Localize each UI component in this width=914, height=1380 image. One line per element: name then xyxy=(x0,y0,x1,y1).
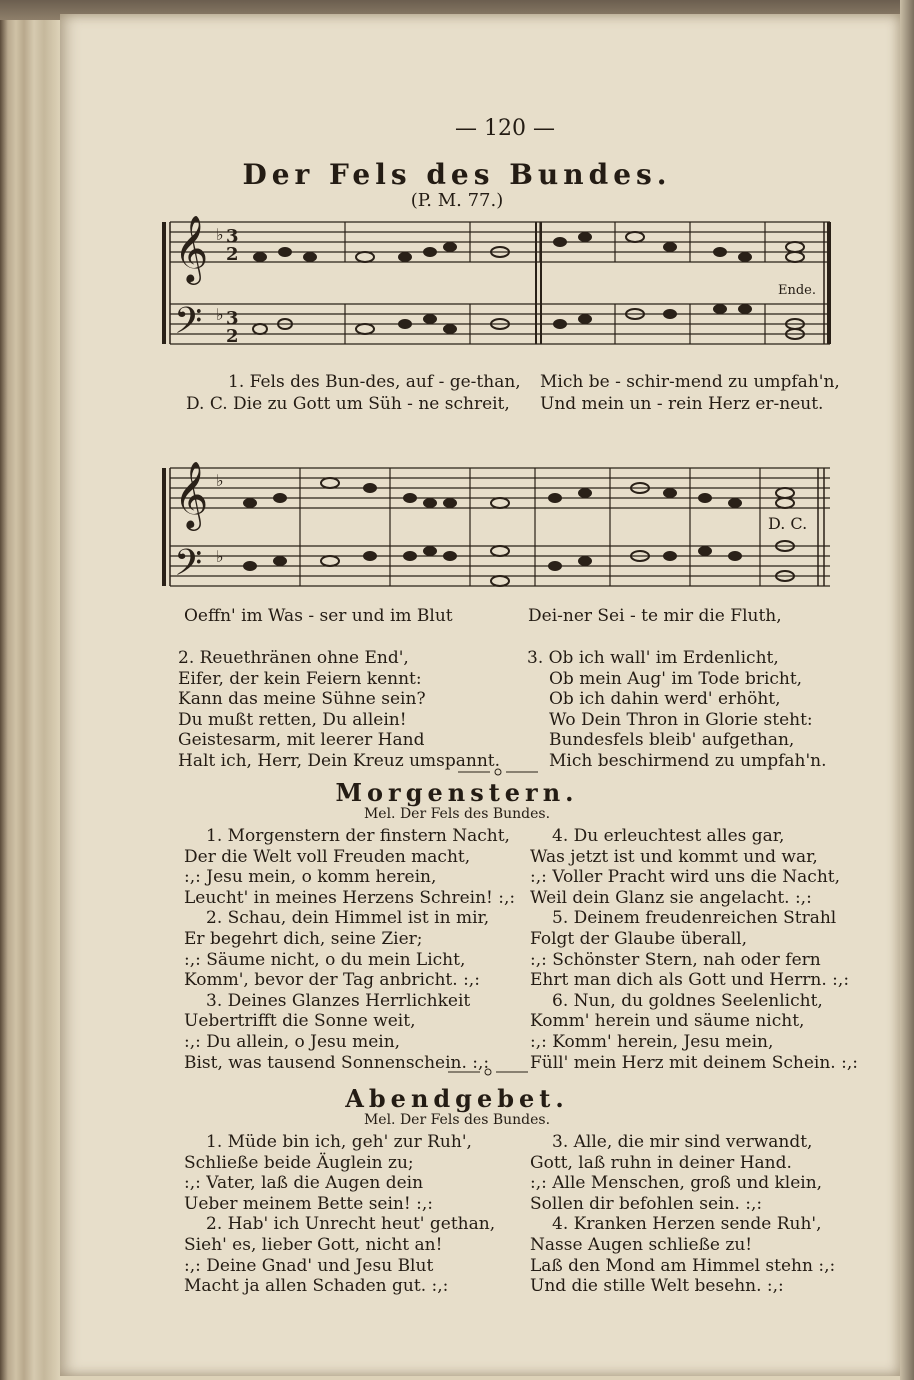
ende-marker: Ende. xyxy=(778,283,817,298)
hymn-title-abendgebet: Abendgebet. xyxy=(345,1084,569,1113)
svg-text:𝄢: 𝄢 xyxy=(174,300,203,351)
hymn3-left-column: 1. Müde bin ich, geh' zur Ruh', Schließe beide Äuglein zu; :,: Vater, laß die Augen dein Ueber meinem Bette sein! :,: 2. Hab' ich Unrecht heut' gethan, Sieh' es, lieber Gott, nicht an! :,: Deine Gnad' und Jesu Blut Macht ja allen Schaden gut. :,: xyxy=(184,1132,496,1297)
svg-text:3: 3 xyxy=(226,308,239,329)
music-system-1 xyxy=(160,212,840,372)
lyric-line-3b: Dei-ner Sei - te mir die Fluth, xyxy=(528,606,782,626)
lyric-line-1b: Mich be - schir-mend zu umpfah'n, xyxy=(540,372,840,392)
music-system-2 xyxy=(160,458,840,600)
svg-text:3: 3 xyxy=(226,226,239,247)
da-capo-marker: D. C. xyxy=(768,514,808,533)
page-number: — 120 — xyxy=(455,116,555,141)
hymn3-right-column: 3. Alle, die mir sind verwandt, Gott, laß ruhn in deiner Hand. :,: Alle Menschen, groß und klein, Sollen dir befohlen sein. :,: 4. Kranken Herzen sende Ruh', Nasse Augen schließe zu! Laß den Mond am Himmel stehn :,: Und die stille Welt besehn. :,: xyxy=(530,1132,836,1297)
ornament-divider-1 xyxy=(458,768,538,776)
svg-text:♭: ♭ xyxy=(216,225,224,244)
lyric-line-2b: Und mein un - rein Herz er-neut. xyxy=(540,394,824,414)
ornament-divider-2 xyxy=(448,1068,528,1076)
hymn-title-morgenstern: Morgenstern. xyxy=(335,778,579,807)
hymn3-melody-note: Mel. Der Fels des Bundes. xyxy=(363,1112,551,1128)
svg-text:♭: ♭ xyxy=(216,305,224,324)
hymn1-verse-2: 2. Reuethränen ohne End', Eifer, der kein Feiern kennt: Kann das meine Sühne sein? Du mußt retten, Du allein! Geistesarm, mit leerer Hand Halt ich, Herr, Dein Kreuz umspannt. xyxy=(178,648,501,771)
svg-text:2: 2 xyxy=(226,326,239,347)
hymn2-left-column: 1. Morgenstern der finstern Nacht, Der die Welt voll Freuden macht, :,: Jesu mein, o komm herein, Leucht' in meines Herzens Schrein! :,: 2. Schau, dein Himmel ist in mir, Er begehrt dich, seine Zier; :,: Säume nicht, o du mein Licht, Komm', bevor der Tag anbricht. :,: 3. Deines Glanzes Herrlichkeit Uebertrifft die Sonne weit, :,: Du allein, o Jesu mein, Bist, was tausend Sonnenschein. :,: xyxy=(184,826,516,1073)
svg-text:♭: ♭ xyxy=(216,471,224,490)
hymn2-melody-note: Mel. Der Fels des Bundes. xyxy=(363,806,551,822)
svg-text:𝄞: 𝄞 xyxy=(174,214,209,282)
svg-text:𝄞: 𝄞 xyxy=(174,460,209,528)
hymn2-right-column: 4. Du erleuchtest alles gar, Was jetzt ist und kommt und war, :,: Voller Pracht wird uns die Nacht, Weil dein Glanz sie angelacht. :,: 5. Deinem freudenreichen Strahl Folgt der Glaube überall, :,: Schönster Stern, nah oder fern Ehrt man dich als Gott und Herrn. :,: 6. Nun, du goldnes Seelenlicht, Komm' herein und säume nicht, :,: Komm' herein, Jesu mein, Füll' mein Herz mit deinem Schein. :,: xyxy=(530,826,858,1073)
svg-text:2: 2 xyxy=(226,244,239,265)
lyric-line-3a: Oeffn' im Was - ser und im Blut xyxy=(184,606,453,626)
lyric-line-1a: 1. Fels des Bun-des, auf - ge-than, xyxy=(228,372,521,392)
svg-text:♭: ♭ xyxy=(216,547,224,566)
hymn-title-fels: Der Fels des Bundes. xyxy=(242,158,672,191)
svg-text:𝄢: 𝄢 xyxy=(174,542,203,593)
hymn-subtitle: (P. M. 77.) xyxy=(410,190,504,211)
hymn1-verse-3: 3. Ob ich wall' im Erdenlicht, Ob mein Aug' im Tode bricht, Ob ich dahin werd' erhöht, Wo Dein Thron in Glorie steht: Bundesfels bleib' aufgethan, Mich beschirmend zu umpfah'n. xyxy=(527,648,827,771)
lyric-line-2a: D. C. Die zu Gott um Süh - ne schreit, xyxy=(186,394,510,414)
